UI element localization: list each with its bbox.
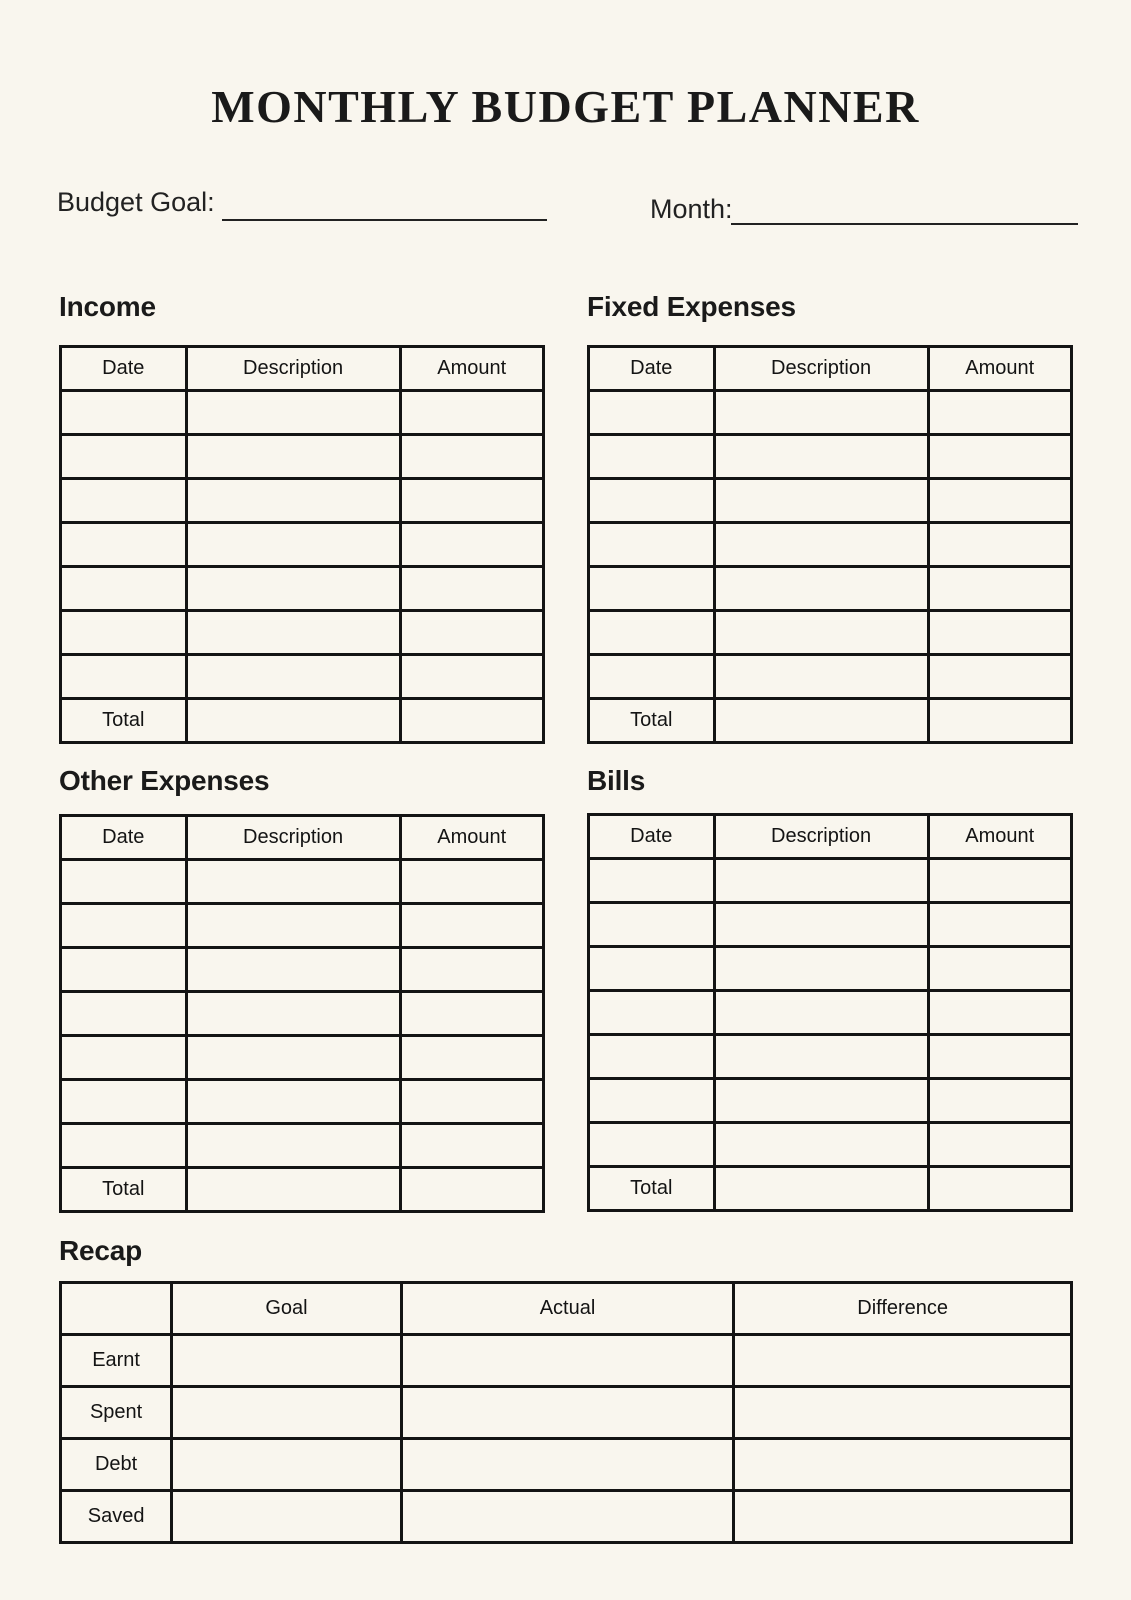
fixed-expenses-column-header-date: Date — [589, 347, 715, 391]
recap-row — [61, 1387, 1072, 1439]
empty-cell — [589, 947, 715, 991]
empty-cell — [734, 1387, 1072, 1439]
empty-cell — [400, 435, 543, 479]
bills-column-header-amount: Amount — [928, 815, 1071, 859]
empty-cell — [928, 567, 1071, 611]
empty-row — [589, 655, 1072, 699]
other-expenses-total-row — [61, 1168, 544, 1212]
empty-cell — [61, 567, 187, 611]
empty-row — [61, 611, 544, 655]
empty-cell — [928, 435, 1071, 479]
recap-row-label: Saved — [61, 1491, 172, 1543]
empty-cell — [186, 567, 400, 611]
empty-cell — [589, 991, 715, 1035]
empty-row — [589, 1035, 1072, 1079]
empty-cell — [928, 523, 1071, 567]
empty-cell — [589, 435, 715, 479]
fixed-expenses-column-header-description: Description — [714, 347, 928, 391]
income-column-header-date: Date — [61, 347, 187, 391]
income-column-header-amount: Amount — [400, 347, 543, 391]
empty-cell — [928, 1079, 1071, 1123]
empty-cell — [714, 655, 928, 699]
empty-row — [61, 992, 544, 1036]
income-table — [59, 345, 545, 744]
empty-cell — [172, 1335, 401, 1387]
recap-column-header-difference: Difference — [734, 1283, 1072, 1335]
empty-cell — [714, 435, 928, 479]
empty-cell — [589, 903, 715, 947]
empty-cell — [400, 391, 543, 435]
empty-cell — [714, 1035, 928, 1079]
empty-cell — [400, 523, 543, 567]
empty-cell — [928, 699, 1071, 743]
empty-cell — [714, 991, 928, 1035]
empty-cell — [61, 904, 187, 948]
empty-row — [61, 479, 544, 523]
empty-cell — [928, 859, 1071, 903]
fixed-expenses-table — [587, 345, 1073, 744]
recap-table — [59, 1281, 1073, 1544]
bills-table — [587, 813, 1073, 1212]
empty-cell — [589, 567, 715, 611]
empty-cell — [186, 992, 400, 1036]
empty-cell — [734, 1491, 1072, 1543]
month-label: Month: — [650, 194, 733, 224]
fixed-expenses-section-title: Fixed Expenses — [587, 291, 796, 322]
empty-row — [589, 947, 1072, 991]
empty-cell — [928, 479, 1071, 523]
empty-row — [589, 859, 1072, 903]
empty-cell — [186, 860, 400, 904]
other-expenses-total-label: Total — [61, 1168, 187, 1212]
empty-cell — [400, 948, 543, 992]
empty-cell — [589, 523, 715, 567]
empty-cell — [61, 1080, 187, 1124]
empty-row — [61, 567, 544, 611]
empty-cell — [714, 1123, 928, 1167]
bills-column-header-description: Description — [714, 815, 928, 859]
empty-cell — [714, 567, 928, 611]
empty-cell — [186, 948, 400, 992]
empty-row — [589, 611, 1072, 655]
empty-cell — [172, 1491, 401, 1543]
empty-cell — [928, 991, 1071, 1035]
empty-cell — [589, 859, 715, 903]
empty-row — [61, 391, 544, 435]
income-total-row — [61, 699, 544, 743]
recap-column-header-actual: Actual — [401, 1283, 734, 1335]
empty-cell — [928, 947, 1071, 991]
empty-cell — [400, 655, 543, 699]
income-total-label: Total — [61, 699, 187, 743]
empty-row — [589, 1123, 1072, 1167]
empty-cell — [400, 1080, 543, 1124]
empty-cell — [61, 655, 187, 699]
empty-cell — [186, 1080, 400, 1124]
empty-cell — [400, 904, 543, 948]
other-expenses-column-header-description: Description — [186, 816, 400, 860]
empty-cell — [400, 1036, 543, 1080]
recap-row-label: Earnt — [61, 1335, 172, 1387]
empty-cell — [928, 655, 1071, 699]
empty-cell — [61, 611, 187, 655]
empty-cell — [186, 1124, 400, 1168]
bills-total-label: Total — [589, 1167, 715, 1211]
fixed-expenses-header-row — [589, 347, 1072, 391]
recap-column-header-goal: Goal — [172, 1283, 401, 1335]
empty-cell — [400, 699, 543, 743]
recap-row — [61, 1439, 1072, 1491]
empty-cell — [172, 1387, 401, 1439]
empty-row — [589, 523, 1072, 567]
month-blank-line — [731, 223, 1078, 225]
empty-cell — [186, 1036, 400, 1080]
empty-row — [589, 479, 1072, 523]
empty-cell — [186, 611, 400, 655]
empty-cell — [186, 523, 400, 567]
empty-cell — [714, 699, 928, 743]
other-expenses-table — [59, 814, 545, 1213]
empty-cell — [186, 391, 400, 435]
empty-row — [61, 860, 544, 904]
empty-cell — [400, 1168, 543, 1212]
empty-cell — [186, 699, 400, 743]
empty-row — [61, 1036, 544, 1080]
empty-cell — [928, 1167, 1071, 1211]
empty-cell — [589, 1079, 715, 1123]
recap-header-row — [61, 1283, 1072, 1335]
empty-cell — [186, 1168, 400, 1212]
empty-cell — [400, 1124, 543, 1168]
budget-goal-blank-line — [222, 219, 547, 221]
empty-cell — [734, 1439, 1072, 1491]
recap-row-label: Spent — [61, 1387, 172, 1439]
empty-cell — [61, 391, 187, 435]
empty-cell — [589, 479, 715, 523]
empty-cell — [61, 523, 187, 567]
empty-cell — [928, 611, 1071, 655]
empty-row — [61, 1080, 544, 1124]
empty-cell — [186, 479, 400, 523]
empty-cell — [714, 523, 928, 567]
empty-cell — [400, 992, 543, 1036]
empty-row — [589, 991, 1072, 1035]
empty-row — [589, 567, 1072, 611]
empty-cell — [400, 567, 543, 611]
empty-cell — [928, 903, 1071, 947]
empty-cell — [714, 859, 928, 903]
empty-cell — [61, 435, 187, 479]
empty-row — [61, 1124, 544, 1168]
other-expenses-header-row — [61, 816, 544, 860]
bills-total-row — [589, 1167, 1072, 1211]
empty-row — [61, 948, 544, 992]
empty-cell — [714, 1167, 928, 1211]
recap-row-label: Debt — [61, 1439, 172, 1491]
fixed-expenses-total-label: Total — [589, 699, 715, 743]
empty-row — [589, 435, 1072, 479]
page-title: MONTHLY BUDGET PLANNER — [211, 81, 920, 132]
empty-cell — [401, 1335, 734, 1387]
empty-cell — [172, 1439, 401, 1491]
empty-cell — [400, 611, 543, 655]
empty-row — [589, 391, 1072, 435]
empty-row — [589, 903, 1072, 947]
other-expenses-column-header-date: Date — [61, 816, 187, 860]
empty-row — [61, 655, 544, 699]
empty-cell — [61, 1124, 187, 1168]
empty-cell — [928, 1035, 1071, 1079]
recap-corner-cell — [61, 1283, 172, 1335]
income-column-header-description: Description — [186, 347, 400, 391]
empty-cell — [928, 1123, 1071, 1167]
empty-cell — [61, 1036, 187, 1080]
empty-row — [61, 523, 544, 567]
empty-cell — [401, 1439, 734, 1491]
empty-cell — [714, 479, 928, 523]
empty-cell — [714, 947, 928, 991]
empty-cell — [400, 860, 543, 904]
empty-cell — [589, 655, 715, 699]
budget-goal-label: Budget Goal: — [57, 187, 215, 217]
income-header-row — [61, 347, 544, 391]
fixed-expenses-total-row — [589, 699, 1072, 743]
empty-cell — [714, 903, 928, 947]
empty-row — [589, 1079, 1072, 1123]
bills-column-header-date: Date — [589, 815, 715, 859]
bills-header-row — [589, 815, 1072, 859]
empty-cell — [589, 1123, 715, 1167]
empty-cell — [589, 611, 715, 655]
empty-cell — [714, 611, 928, 655]
empty-cell — [61, 479, 187, 523]
empty-cell — [61, 860, 187, 904]
empty-cell — [186, 435, 400, 479]
fixed-expenses-column-header-amount: Amount — [928, 347, 1071, 391]
empty-cell — [928, 391, 1071, 435]
empty-cell — [589, 391, 715, 435]
empty-cell — [186, 904, 400, 948]
empty-cell — [401, 1491, 734, 1543]
empty-cell — [714, 1079, 928, 1123]
empty-cell — [61, 948, 187, 992]
other-expenses-section-title: Other Expenses — [59, 765, 270, 796]
empty-row — [61, 904, 544, 948]
recap-section-title: Recap — [59, 1235, 143, 1266]
empty-cell — [400, 479, 543, 523]
empty-cell — [589, 1035, 715, 1079]
recap-row — [61, 1491, 1072, 1543]
empty-cell — [186, 655, 400, 699]
other-expenses-column-header-amount: Amount — [400, 816, 543, 860]
recap-row — [61, 1335, 1072, 1387]
empty-cell — [714, 391, 928, 435]
bills-section-title: Bills — [587, 765, 646, 796]
empty-cell — [61, 992, 187, 1036]
empty-cell — [734, 1335, 1072, 1387]
income-section-title: Income — [59, 291, 156, 322]
empty-row — [61, 435, 544, 479]
empty-cell — [401, 1387, 734, 1439]
